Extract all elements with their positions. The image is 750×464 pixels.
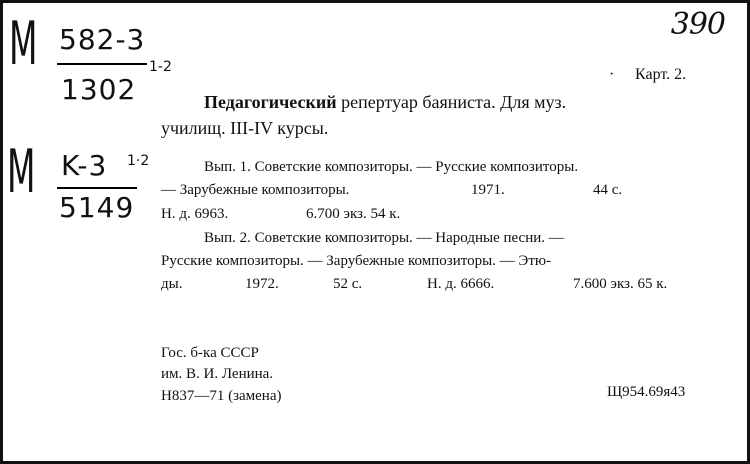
part2-publisher-number: Н. д. 6666. [427,276,495,292]
card-title-line-2: училищ. III-IV курсы. [161,118,329,138]
library-line-1: Гос. б-ка СССР [161,345,259,361]
card-label: Карт. 2. [635,66,687,83]
part1-year: 1971. [471,182,505,198]
handwritten-shelfmark-note-2: 1·2 [127,153,150,169]
handwritten-fraction-line-1 [57,63,147,65]
part2-print-run-price: 7.600 экз. 65 к. [573,276,668,292]
handwritten-shelfmark-bottom-2: 5149 [59,191,135,224]
part1-print-run-price: 6.700 экз. 54 к. [306,206,401,222]
classification-code: Щ954.69я43 [607,384,686,400]
library-line-2: им. В. И. Ленина. [161,366,274,382]
card-label-marker: · [609,66,615,83]
card-title-bold: Педагогический [204,92,337,112]
part2-pages: 52 с. [333,276,363,292]
card-title-line-1 [204,93,566,111]
handwritten-shelfmark-note-1: 1-2 [149,59,172,75]
handwritten-shelfmark-bottom-1: 1302 [61,73,137,106]
card-title-rest: репертуар баяниста. Для муз. [336,92,567,112]
handwritten-shelfmark-top-1: 582-3 [59,23,146,56]
handwritten-shelfmark-letter-1: M [9,9,38,79]
handwritten-shelfmark-letter-2: M [7,137,36,207]
part2-year: 1972. [245,276,279,292]
part1-publisher-number: Н. д. 6963. [161,206,229,222]
handwritten-corner-number: 390 [670,7,725,42]
part2-line-3-start: ды. [161,276,183,292]
part1-line-2: — Зарубежные композиторы. [161,182,350,198]
part2-line-1: Вып. 2. Советские композиторы. — Народные песни. — [204,230,564,246]
part1-pages: 44 с. [593,182,623,198]
handwritten-shelfmark-top-2: K-3 [61,149,108,182]
library-line-3: Н837—71 (замена) [161,388,282,404]
part1-line-1: Вып. 1. Советские композиторы. — Русские композиторы. [204,159,579,175]
part2-line-2: Русские композиторы. — Зарубежные композиторы. — Этю- [161,253,552,269]
handwritten-fraction-line-2 [57,187,137,189]
